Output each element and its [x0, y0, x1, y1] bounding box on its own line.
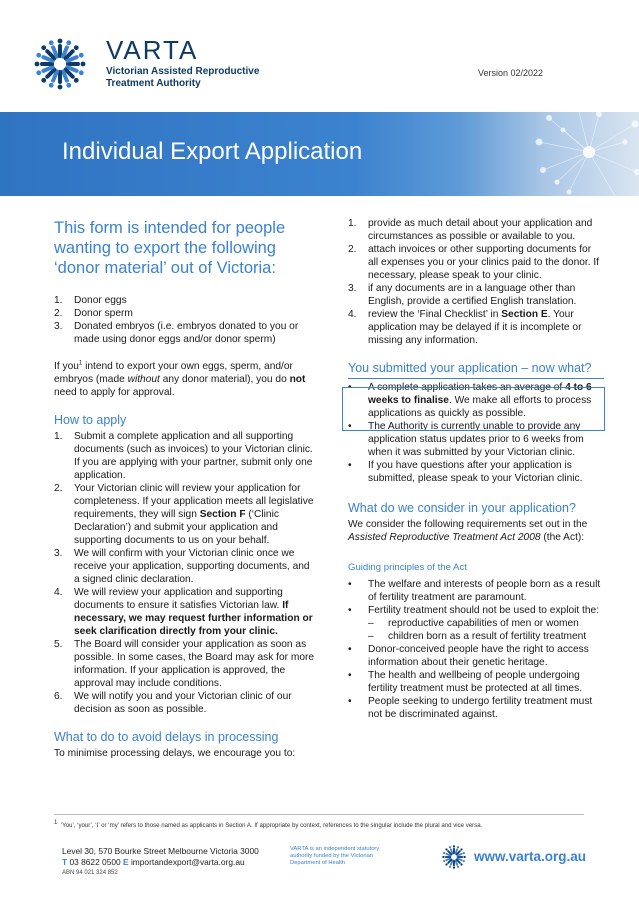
brand-full-line-1: Victorian Assisted Reproductive: [106, 66, 260, 77]
list-item: – reproductive capabilities of men or women: [368, 618, 579, 629]
list-item: 2. Donor sperm: [54, 308, 133, 319]
abn: ABN 94 021 324 852: [62, 870, 118, 876]
email-link[interactable]: importandexport@varta.org.au: [130, 857, 245, 867]
list-item: • If you have questions after your application is submitted, please speak to your Victorian clinic.: [348, 460, 583, 484]
submitted-heading: You submitted your application – now what?: [348, 361, 592, 375]
list-item: • The health and wellbeing of people undergoing fertility treatment must be protected at all times.: [348, 670, 583, 694]
list-item: 2. attach invoices or other supporting documents for all expenses you or your clinics paid to the donor. If necessary, please speak to your clinic.: [348, 244, 600, 281]
list-item: 5. The Board will consider your application as soon as possible. In some cases, the Board may ask for more information. If your application is approved, the approval may include conditions.: [54, 639, 315, 689]
list-item: 4. We will review your application and supporting documents to ensure it satisfies Victorian law. If necessary, we may request further information or seek clarification directly from your clinic.: [54, 587, 313, 637]
list-item: – children born as a result of fertility treatment: [368, 631, 587, 642]
list-item: 2. Your Victorian clinic will review your application for completeness. If your application meets all legislative requirements, they will sign Section F (‘Clinic Declaration’) and submit your application and supporting documents to us on your behalf.: [54, 483, 314, 546]
list-item: 3. We will confirm with your Victorian clinic once we receive your application, supporting documents, and a signed clinic declaration.: [54, 548, 310, 585]
list-item: 6. We will notify you and your Victorian clinic of our decision as soon as possible.: [54, 691, 292, 715]
list-item: • The Authority is currently unable to provide any application status updates prior to 6 weeks from when it was submitted by your Victorian clinic.: [348, 421, 584, 458]
list-item: 3. if any documents are in a language other than English, provide a certified English translation.: [348, 283, 577, 307]
consider-intro: We consider the following requirements set out in the Assisted Reproductive Treatment Act 2008 (the Act):: [348, 519, 588, 543]
own-material-note: If you$^1$ intend to export your own eggs, sperm, and/or embryos (made without any donor material), you do not need to apply for approval.: [54, 360, 306, 398]
statutory-note: VARTA is an independent statutory authority funded by the Victorian Department of Health: [290, 846, 380, 866]
how-to-apply-list: [54, 430, 316, 716]
dandelion-image: [439, 112, 639, 196]
list-item: • A complete application takes an average of 4 to 6 weeks to finalise. We make all efforts to process applications as quickly as possible.: [348, 382, 592, 419]
avoid-delays-heading: What to do to avoid delays in processing: [54, 730, 279, 744]
avoid-delays-intro: To minimise processing delays, we encourage you to:: [54, 748, 296, 759]
brand: [106, 36, 259, 90]
list-item: 4. review the ‘Final Checklist’ in Section E. Your application may be delayed if it is incomplete or missing any information.: [348, 309, 582, 346]
list-item: 1. Submit a complete application and all supporting documents (such as invoices) to your Victorian clinic. If you are applying with your partner, submit only one application.: [54, 431, 313, 481]
list-item: • Fertility treatment should not be used to exploit the:: [348, 605, 600, 616]
brand-name: VARTA: [106, 35, 199, 65]
avoid-delays-list: [348, 217, 604, 347]
footnote-divider: [54, 814, 584, 815]
guiding-principles-list: [348, 578, 604, 721]
title-banner: [0, 112, 639, 196]
donor-material-list: [54, 294, 316, 346]
brand-full-line-2: Treatment Authority: [106, 78, 201, 89]
intro-lead: This form is intended for people wanting to export the following ‘donor material’ out of Victoria:: [54, 219, 286, 277]
list-item: 1. provide as much detail about your application and circumstances as possible or available to you.: [348, 218, 593, 242]
list-item: • Donor-conceived people have the right to access information about their genetic heritage.: [348, 644, 589, 668]
list-item: 3. Donated embryos (i.e. embryos donated to you or made using donor eggs and/or donor sperm): [54, 321, 299, 345]
list-item: • The welfare and interests of people born as a result of fertility treatment are paramount.: [348, 579, 601, 603]
heading-divider: [348, 378, 604, 379]
address: Level 30, 570 Bourke Street Melbourne Victoria 3000: [62, 846, 259, 856]
phone: 03 8622 0500: [69, 857, 121, 867]
website-link[interactable]: www.varta.org.au: [474, 849, 587, 864]
guiding-principles-heading: Guiding principles of the Act: [348, 562, 467, 573]
how-to-apply-heading: How to apply: [54, 413, 127, 427]
brand-full-name: [106, 66, 259, 90]
processing-time-highlight: [342, 387, 605, 431]
page-title: Individual Export Application: [62, 138, 363, 165]
contact-details: [62, 846, 259, 879]
footnote: $^1$ ‘You’, ‘your’, ‘I’ or ‘my’ refers to those named as applicants in Section A. If appropriate by context, references to the singular include the plural and vice versa.: [54, 819, 483, 829]
consider-heading: What do we consider in your application?: [348, 501, 576, 515]
phone-email: T 03 8622 0500 E importandexport@varta.org.au: [62, 857, 245, 867]
version-label: Version 02/2022: [477, 68, 543, 78]
right-column: [348, 217, 604, 721]
list-item: • People seeking to undergo fertility treatment must not be discriminated against.: [348, 696, 593, 720]
starburst-logo-icon: [34, 38, 86, 90]
list-item: 1. Donor eggs: [54, 295, 127, 306]
starburst-logo-icon: [442, 845, 466, 869]
left-column: [54, 218, 316, 760]
